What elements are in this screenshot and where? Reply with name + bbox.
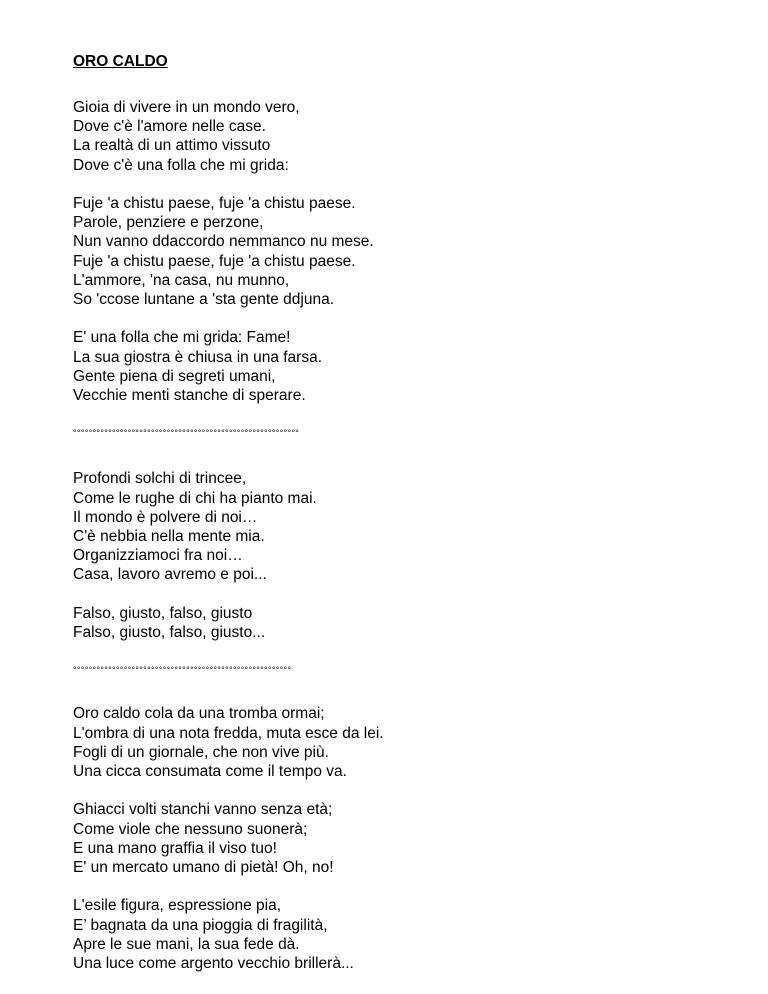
verse-line: Fuje 'a chistu paese, fuje 'a chistu paese.: [73, 252, 356, 270]
stanza-7: [73, 800, 753, 877]
stanza-gap: [73, 642, 753, 661]
verse-line: Dove c'è l'amore nelle case.: [73, 118, 266, 136]
stanza-6: [73, 704, 753, 781]
verse-line: Ghiacci volti stanchi vanno senza età;: [73, 801, 333, 819]
stanza-5: [73, 604, 753, 642]
verse-line: Come viole che nessuno suonerà;: [73, 820, 308, 838]
stanza-1: [73, 98, 753, 175]
stanza-4: [73, 469, 753, 584]
verse-line: La sua giostra è chiusa in una farsa.: [73, 348, 323, 366]
verse-line: Organizziamoci fra noi…: [73, 547, 243, 565]
stanza-gap: [73, 175, 753, 194]
verse-line: L'ombra di una nota fredda, muta esce da lei.: [73, 724, 384, 742]
verse-line: Gioia di vivere in un mondo vero,: [73, 99, 300, 116]
verse-line: L'esile figura, espressione pia,: [73, 897, 282, 915]
verse-line: Dove c'è una folla che mi grida:: [73, 156, 289, 174]
verse-line: L'ammore, 'na casa, nu munno,: [73, 271, 290, 289]
verse-line: Come le rughe di chi ha pianto mai.: [73, 489, 317, 507]
verse-line: Oro caldo cola da una tromba ormai;: [73, 705, 325, 723]
verse-line: La realtà di un attimo vissuto: [73, 137, 271, 155]
verse-line: So 'ccose luntane a 'sta gente ddjuna.: [73, 291, 334, 309]
stanza-gap: [73, 405, 753, 424]
poem-title: ORO CALDO: [73, 53, 168, 70]
verse-line: Fogli di un giornale, che non vive più.: [73, 743, 329, 761]
verse-line: Una cicca consumata come il tempo va.: [73, 763, 347, 781]
verse-line: E’ bagnata da una pioggia di fragilità,: [73, 916, 328, 934]
verse-line: Profondi solchi di trincee,: [73, 470, 247, 488]
stanza-2: [73, 194, 753, 309]
stanza-8: [73, 896, 753, 973]
section-separator: °°°°°°°°°°°°°°°°°°°°°°°°°°°°°°°°°°°°°°°°°°°°°°°°°°°°°°°°°°: [73, 428, 300, 439]
verse-line: E' un mercato umano di pietà! Oh, no!: [73, 859, 334, 877]
verse-line: Gente piena di segreti umani,: [73, 367, 276, 385]
stanza-gap: [73, 309, 753, 328]
verse-line: Vecchie menti stanche di sperare.: [73, 387, 306, 405]
document-page: [73, 52, 753, 973]
verse-line: E una mano graffia il viso tuo!: [73, 839, 277, 857]
verse-line: Una luce come argento vecchio brillerà...: [73, 955, 354, 973]
verse-line: Apre le sue mani, la sua fede dà.: [73, 935, 300, 953]
stanza-gap: [73, 585, 753, 604]
verse-line: Parole, penziere e perzone,: [73, 214, 264, 232]
stanza-3: [73, 328, 753, 405]
verse-line: Nun vanno ddaccordo nemmanco nu mese.: [73, 233, 374, 251]
stanza-gap: [73, 877, 753, 896]
verse-line: Falso, giusto, falso, giusto: [73, 604, 253, 622]
verse-line: Fuje 'a chistu paese, fuje 'a chistu paese.: [73, 195, 356, 212]
verse-line: Falso, giusto, falso, giusto...: [73, 624, 266, 642]
verse-line: E' una folla che mi grida: Fame!: [73, 329, 291, 347]
stanza-gap: [73, 781, 753, 800]
verse-line: C'è nebbia nella mente mia.: [73, 528, 265, 546]
verse-line: Il mondo è polvere di noi…: [73, 508, 258, 526]
section-separator: °°°°°°°°°°°°°°°°°°°°°°°°°°°°°°°°°°°°°°°°°°°°°°°°°°°°°°°°: [73, 665, 292, 676]
verse-line: Casa, lavoro avremo e poi...: [73, 566, 267, 584]
